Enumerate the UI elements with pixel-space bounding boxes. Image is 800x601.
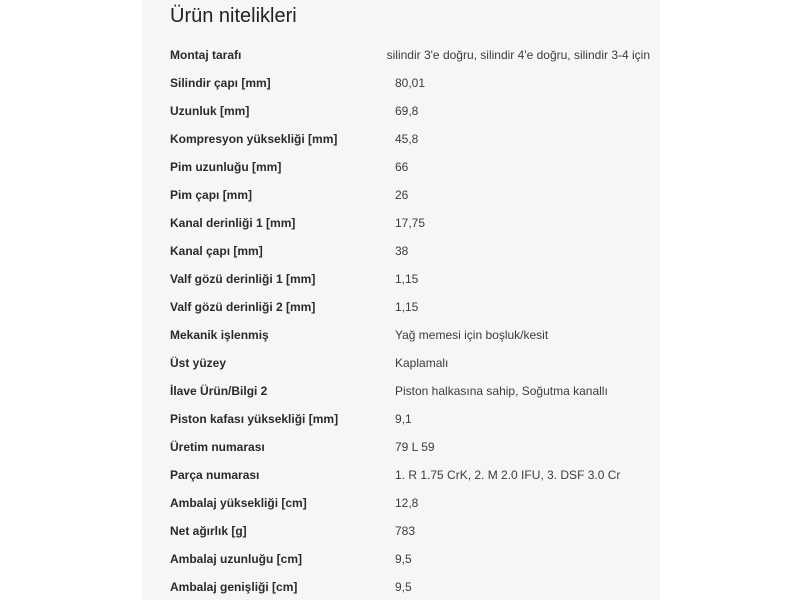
spec-row-machined [170, 321, 650, 349]
spec-value: 9,5 [395, 580, 412, 594]
spec-value: 9,5 [395, 552, 412, 566]
spec-value: 79 L 59 [395, 440, 435, 454]
spec-label: Mekanik işlenmiş [170, 328, 269, 342]
spec-row-production-number [170, 433, 650, 461]
spec-value: 38 [395, 244, 409, 258]
spec-label: Kanal çapı [mm] [170, 244, 263, 258]
spec-row-package-length [170, 545, 650, 573]
spec-row-compression-height [170, 125, 650, 153]
spec-label: Piston kafası yüksekliği [mm] [170, 412, 339, 426]
spec-row-net-weight [170, 517, 650, 545]
spec-label: Üretim numarası [170, 440, 265, 454]
spec-row-valve-pocket-depth-2 [170, 293, 650, 321]
spec-row-piston-crown-height [170, 405, 650, 433]
spec-value: 80,01 [395, 76, 426, 90]
spec-row-cylinder-bore [170, 69, 650, 97]
spec-label: Pim uzunluğu [mm] [170, 160, 282, 174]
spec-label: Parça numarası [170, 468, 260, 482]
spec-row-package-width [170, 573, 650, 601]
spec-label: Kompresyon yüksekliği [mm] [170, 132, 338, 146]
spec-label: Valf gözü derinliği 2 [mm] [170, 300, 316, 314]
spec-label: Montaj tarafı [170, 48, 242, 62]
spec-row-length [170, 97, 650, 125]
spec-row-pin-diameter [170, 181, 650, 209]
spec-value: 1,15 [395, 300, 419, 314]
spec-row-groove-diameter [170, 237, 650, 265]
spec-label: Kanal derinliği 1 [mm] [170, 216, 296, 230]
spec-label: Valf gözü derinliği 1 [mm] [170, 272, 316, 286]
spec-value: 9,1 [395, 412, 412, 426]
spec-label: Ambalaj genişliği [cm] [170, 580, 298, 594]
spec-value: 783 [395, 524, 416, 538]
spec-value: 69,8 [395, 104, 419, 118]
spec-value: 1,15 [395, 272, 419, 286]
spec-label: Ambalaj yüksekliği [cm] [170, 496, 307, 510]
spec-label: İlave Ürün/Bilgi 2 [170, 384, 268, 398]
spec-row-pin-length [170, 153, 650, 181]
spec-row-valve-pocket-depth-1 [170, 265, 650, 293]
spec-value: 17,75 [395, 216, 426, 230]
section-title: Ürün nitelikleri [170, 5, 297, 27]
spec-value: silindir 3'e doğru, silindir 4'e doğru, silindir 3-4 için [386, 48, 650, 62]
spec-value: 1. R 1.75 CrK, 2. M 2.0 IFU, 3. DSF 3.0 Cr [395, 468, 621, 482]
spec-value: Kaplamalı [395, 356, 449, 370]
spec-value: 12,8 [395, 496, 419, 510]
spec-label: Silindir çapı [mm] [170, 76, 271, 90]
spec-row-package-height [170, 489, 650, 517]
spec-table [170, 41, 650, 601]
spec-label: Net ağırlık [g] [170, 524, 247, 538]
spec-row-part-number [170, 461, 650, 489]
spec-row-additional-info [170, 377, 650, 405]
spec-value: 66 [395, 160, 409, 174]
spec-value: 45,8 [395, 132, 419, 146]
spec-row-mounting-side [170, 41, 650, 69]
spec-row-surface [170, 349, 650, 377]
spec-row-groove-depth [170, 209, 650, 237]
spec-value: Yağ memesi için boşluk/kesit [395, 328, 549, 342]
spec-label: Ambalaj uzunluğu [cm] [170, 552, 302, 566]
product-attributes-panel [142, 0, 660, 600]
spec-value: Piston halkasına sahip, Soğutma kanallı [395, 384, 608, 398]
spec-value: 26 [395, 188, 409, 202]
spec-label: Üst yüzey [170, 356, 227, 370]
spec-label: Pim çapı [mm] [170, 188, 253, 202]
spec-label: Uzunluk [mm] [170, 104, 250, 118]
